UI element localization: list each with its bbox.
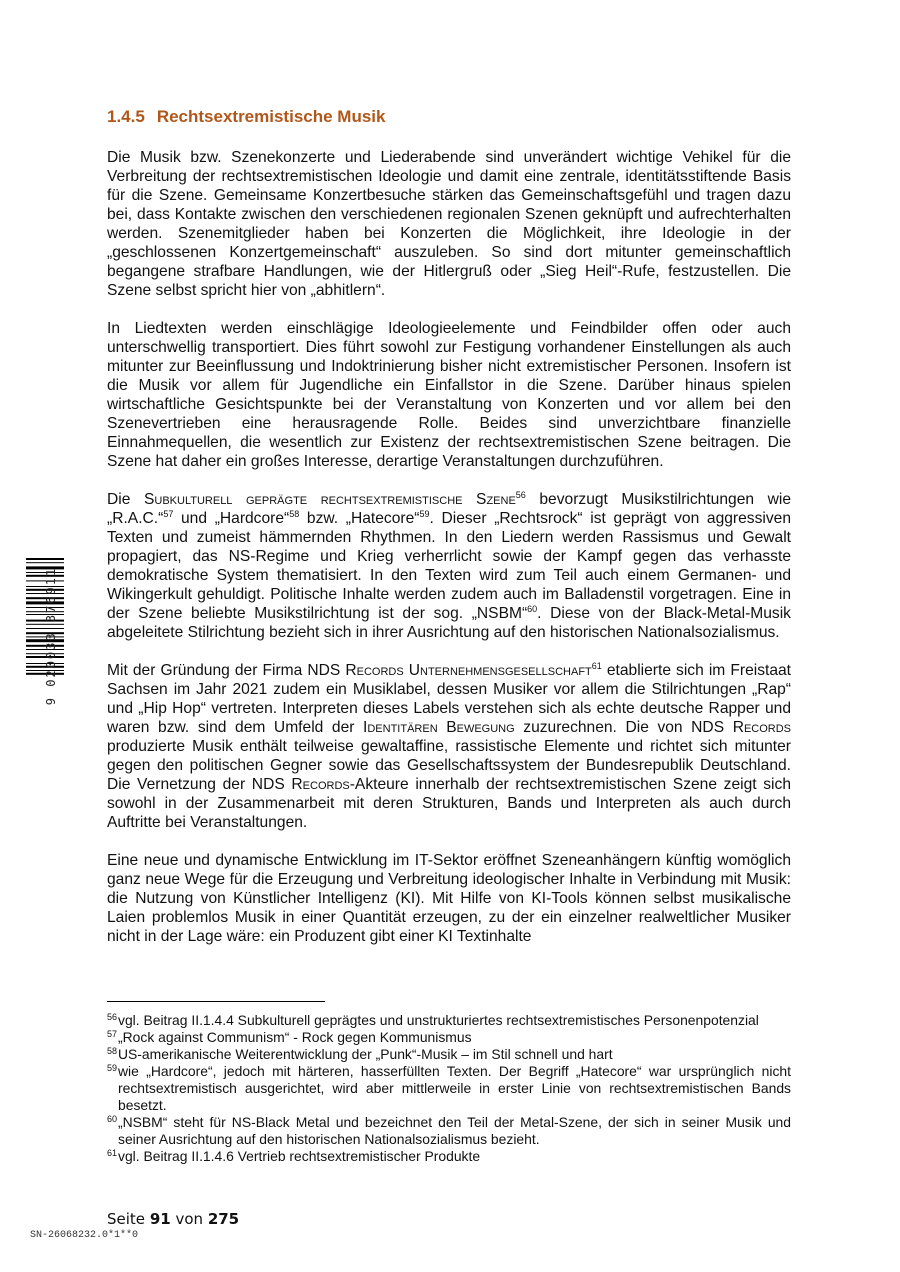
footnote-ref-61[interactable]: 61 [591, 661, 602, 671]
page-number [107, 1210, 239, 1228]
text-run: bevorzugt Musikstilrichtungen wie „R.A.C.“ [107, 491, 792, 527]
paragraph-3 [107, 490, 791, 642]
footnote-number: 56 [107, 1012, 118, 1022]
footnote-text: wie „Hardcore“, jedoch mit härteren, hasserfüllten Texten. Der Begriff „Hatecore“ war ursprünglich nicht rechtsextremistisch ausgerichtet, wird aber mittlerweile in erster Linie von rechtsextremistischen Bands besetzt. [118, 1063, 791, 1113]
text-run: zuzurechnen. Die von NDS [514, 719, 733, 736]
footnote-separator [107, 1001, 325, 1002]
footnote-58 [107, 1046, 791, 1063]
section-heading [107, 107, 385, 127]
footnote-number: 58 [107, 1046, 118, 1056]
footnote-number: 60 [107, 1114, 118, 1124]
paragraph-1: Die Musik bzw. Szenekonzerte und Liederabende sind unverändert wichtige Vehikel für die Verbreitung der rechtsextremistischen Ideologie und damit eine zentrale, identitätsstiftende Basis für die Szene. Gemeinsame Konzertbesuche stärken das Gemeinschaftsgefühl und tragen dazu bei, dass Kontakte zwischen den verschiedenen regionalen Szenen geknüpft und aufrechterhalten werden. Szenemitglieder haben bei Konzerten die Möglichkeit, ihre Ideologie in der „geschlossenen Konzertgemeinschaft“ auszuleben. So sind dort mitunter gemeinschaftlich begangene strafbare Handlungen, wie der Hitlergruß oder „Sieg Heil“-Rufe, festzustellen. Die Szene selbst spricht hier von „abhitlern“. [107, 149, 791, 299]
footnote-text: „NSBM“ steht für NS-Black Metal und bezeichnet den Teil der Metal-Szene, der sich in seiner Musik und seiner Ausrichtung auf den historischen Nationalsozialismus bezieht. [118, 1114, 791, 1147]
text-run: . Diese von der Black-Metal-Musik abgeleitete Stilrichtung bezieht sich in ihrer Ausrichtung auf den historischen Nationalsozialismus. [107, 605, 791, 641]
document-id: SN-26068232.0*1**0 [30, 1230, 139, 1241]
footnote-56 [107, 1012, 791, 1029]
text-run: und „Hardcore“ [173, 510, 290, 527]
footnote-ref-57[interactable]: 57 [163, 509, 174, 519]
footnotes [107, 1012, 791, 1165]
barcode-number: 9 020033 376911 [44, 566, 58, 706]
paragraph-4 [107, 661, 791, 832]
footnote-number: 57 [107, 1029, 118, 1039]
footnote-57 [107, 1029, 791, 1046]
footnote-number: 59 [107, 1063, 118, 1073]
footnote-number: 61 [107, 1148, 118, 1158]
text-run: produzierte Musik enthält teilweise gewaltaffine, rassistische Elemente und richtet sich mitunter gegen den politischen Gegner sowie das Gesellschaftssystem der Bundesrepublik Deutschland. Die Vernetzung der NDS [107, 738, 791, 793]
small-caps-term: Records Unternehmensgesellschaft [345, 662, 592, 679]
page-of-label: von [175, 1210, 204, 1228]
footnote-text: „Rock against Communism“ - Rock gegen Kommunismus [118, 1029, 472, 1045]
text-run: Die [107, 491, 144, 508]
section-number: 1.4.5 [107, 107, 145, 126]
section-title: Rechtsextremistische Musik [156, 107, 386, 126]
small-caps-term: Records [291, 776, 350, 793]
text-run: etablierte sich im Freistaat Sachsen im Jahr 2021 zudem ein Musiklabel, dessen Musiker vor allem die Stilrichtungen „Rap“ und „Hip Hop“ vertreten. Interpreten dieses Labels verstehen sich als echte deutsche Rapper und waren bzw. sind dem Umfeld der [107, 662, 792, 736]
small-caps-term: Records [732, 719, 792, 736]
paragraph-2: In Liedtexten werden einschlägige Ideologieelemente und Feindbilder offen oder auch unterschwellig transportiert. Dies führt sowohl zur Festigung vorhandener Einstellungen als auch mitunter zur Beeinflussung und Indoktrinierung bisher nicht extremistischer Personen. Insofern ist die Musik vor allem für Jugendliche ein Einfallstor in die Szene. Darüber hinaus spielen wirtschaftliche Gesichtspunkte bei der Veranstaltung von Konzerten und vor allem bei den Szenevertrieben eine herausragende Rolle. Beides sind unverzichtbare finanzielle Einnahmequellen, die wesentlich zur Existenz der rechtsextremistischen Szene beitragen. Die Szene hat daher ein großes Interesse, derartige Veranstaltungen durchzuführen. [107, 320, 791, 470]
footnote-ref-56[interactable]: 56 [515, 490, 526, 500]
small-caps-term: Identitären Bewegung [363, 719, 515, 736]
footnote-text: US-amerikanische Weiterentwicklung der „Punk“-Musik – im Stil schnell und hart [118, 1046, 613, 1062]
footnote-59 [107, 1063, 791, 1114]
total-pages: 275 [207, 1210, 240, 1228]
paragraph-5: Eine neue und dynamische Entwicklung im IT-Sektor eröffnet Szeneanhängern künftig womöglich ganz neue Wege für die Erzeugung und Verbreitung ideologischer Inhalte in Verbindung mit Musik: die Nutzung von Künstlicher Intelligenz (KI). Mit Hilfe von KI-Tools können selbst musikalische Laien problemlos Musik in einer Quantität erzeugen, zu der ein einzelner realweltlicher Musiker nicht in der Lage wäre: ein Produzent gibt einer KI Textinhalte [107, 852, 791, 945]
footnote-60 [107, 1114, 791, 1148]
footnote-ref-59[interactable]: 59 [419, 509, 430, 519]
page-label: Seite [107, 1210, 146, 1228]
text-run: bzw. „Hatecore“ [299, 510, 420, 527]
footnote-text: vgl. Beitrag II.1.4.6 Vertrieb rechtsextremistischer Produkte [118, 1148, 481, 1164]
current-page: 91 [149, 1210, 171, 1228]
text-run: . Dieser „Rechtsrock“ ist geprägt von aggressiven Texten und zumeist hämmernden Rhythmen. In den Liedern werden Rassismus und Gewalt propagiert, das NS-Regime und Krieg verherrlicht sowie der Kampf gegen das verhasste demokratische System thematisiert. In den Texten wird zum Teil auch einem Germanen- und Wikingerkult gehuldigt. Politische Inhalte werden zudem auch im Balladenstil vorgetragen. Eine in der Szene beliebte Musikstilrichtung ist der sog. „NSBM“ [107, 510, 791, 622]
footnote-text: vgl. Beitrag II.1.4.4 Subkulturell geprägtes und unstrukturiertes rechtsextremistisches Personenpotenzial [118, 1012, 759, 1028]
footnote-61 [107, 1148, 791, 1165]
body-text [107, 148, 791, 965]
small-caps-term: Subkulturell geprägte rechtsextremistische Szene [143, 491, 516, 508]
footnote-ref-60[interactable]: 60 [527, 604, 538, 614]
text-run: -Akteure innerhalb der rechtsextremistischen Szene zeigt sich sowohl in der Zusammenarbeit mit deren Strukturen, Bands und Interpreten als auch durch Auftritte bei Veranstaltungen. [107, 776, 791, 831]
footnote-ref-58[interactable]: 58 [289, 509, 300, 519]
text-run: Mit der Gründung der Firma NDS [107, 662, 346, 679]
